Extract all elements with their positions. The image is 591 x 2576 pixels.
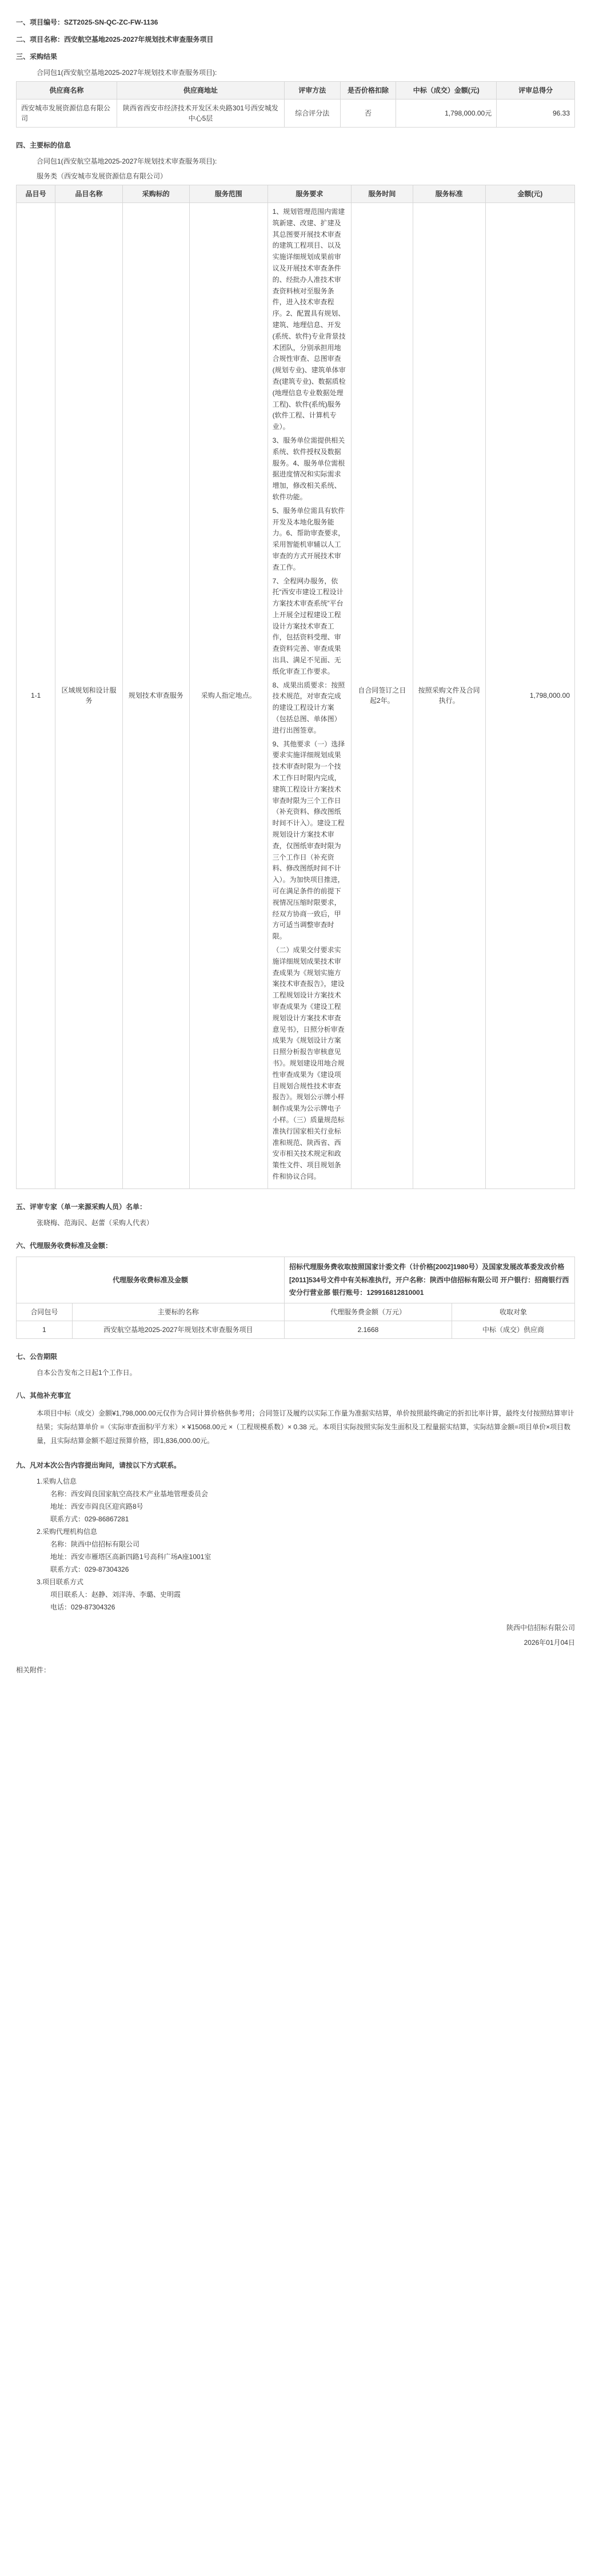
- requirement-paragraph: （二）成果交付要求实施详细规划成果技术审查成果为《规划实施方案技术审查报告》，建设工程规划设计方案技术审查成果为《建设工程规划设计方案技术审查意见书》，日照分析审查成果为《规划设计方案日照分析报告审核意见书》。规划建设用地合规性审查成果为《建设项目规划合规性技术审查报告》。规划公示牌小样制作成果为公示牌电子小样。（三）质量规范标准执行国家相关行业标准和规范、陕西省、西安市相关技术规定和政策性文件、项目规划条件和协议合同。: [272, 946, 345, 1180]
- col-service-time: 服务时间: [352, 185, 413, 203]
- col-supplier-name: 供应商名称: [17, 82, 117, 100]
- main-subject-table: [16, 185, 575, 1189]
- col-requirements: 服务要求: [267, 185, 352, 203]
- fee-subject-name: 西安航空基地2025-2027年规划技术审查服务项目: [72, 1321, 284, 1339]
- requirement-paragraph: 5、服务单位需具有软件开发及本地化服务能力。6、帮助审查要求，采用智能机审辅以人工审查的方式开展技术审查工作。: [272, 506, 345, 571]
- col-item-no: 品目号: [17, 185, 55, 203]
- notice-period-heading: 七、公告期限: [16, 1353, 58, 1361]
- fee-standard-label: 代理服务收费标准及金额: [17, 1257, 285, 1303]
- col-scope: 服务范围: [189, 185, 267, 203]
- col-package-no: 合同包号: [17, 1303, 73, 1321]
- col-review-method: 评审方法: [284, 82, 340, 100]
- col-price-deduction: 是否价格扣除: [340, 82, 396, 100]
- attachments-label: 相关附件：: [16, 1666, 51, 1675]
- service-scope: 采购人指定地点。: [189, 203, 267, 1189]
- agency-name: 名称：陕西中信招标有限公司: [50, 1540, 140, 1549]
- table-row: [17, 100, 575, 128]
- supplementary-heading: 八、其他补充事宜: [16, 1392, 71, 1400]
- fee-payer: 中标（成交）供应商: [452, 1321, 575, 1339]
- supplier-name: 西安城市发展资源信息有限公司: [17, 100, 117, 128]
- total-score: 96.33: [497, 100, 575, 128]
- col-item-name: 品目名称: [55, 185, 122, 203]
- table-header-row: [17, 1257, 575, 1303]
- col-fee-amount: 代理服务费金额（万元）: [284, 1303, 452, 1321]
- issue-date: 2026年01月04日: [524, 1639, 575, 1647]
- col-award-amount: 中标（成交）金额(元): [396, 82, 497, 100]
- requirement-paragraph: 7、全程网办服务，依托“西安市建设工程设计方案技术审查系统”平台上开展全过程建设工程设计方案技术审查工作，包括资料受理、审查资料完善、审查成果出具、满足不见面、无纸化审查工作要求。: [272, 577, 344, 675]
- item-no: 1-1: [17, 203, 55, 1189]
- project-contact-title: 3.项目联系方式: [37, 1578, 84, 1587]
- award-amount: 1,798,000.00元: [396, 100, 497, 128]
- purchaser-name: 名称：西安阎良国家航空高技术产业基地管理委员会: [50, 1490, 209, 1498]
- col-amount: 金额(元): [485, 185, 574, 203]
- requirement-paragraph: 9、其他要求（一）选择要求实施详细规划成果技术审查时限为一个技术工作日时限内完成，建筑工程设计方案技术审查时限为三个工作日（补充资料、修改图纸时间不计入）。建设工程规划设计方案技术审查，仅图纸审查时限为三个工作日（补充资料、修改图纸时间不计入）。为加快项目推进，可在满足条件的前提下视情况压缩时限要求，经双方协商一致后，甲方可适当调整审查时限。: [272, 740, 345, 941]
- subject-amount: 1,798,000.00: [485, 203, 574, 1189]
- fee-package-no: 1: [17, 1321, 73, 1339]
- requirement-paragraph: 1、规划管理范围内需建筑新建、改建、扩建及其总图要开展技术审查的建筑工程项目、以及实施详细规划成果前审议及开展技术审查条件的、经批办人准技术审查资料核对至服务条件，进入技术审查程序。2、配置具有规划、建筑、地理信息、开发(系统、软件)专业背景技术团队，分别承担用地合规性审查、总图审查(规划专业)、建筑单体审查(建筑专业)、数据质检(地理信息专业数据处理工程)、软件(系统)服务(软件工程、计算机专业）。: [272, 208, 346, 431]
- procurement-target: 规划技术审查服务: [122, 203, 189, 1189]
- project-number-label: 一、项目编号：: [16, 18, 65, 26]
- project-name-line: [16, 34, 575, 45]
- agency-phone: 联系方式：029-87304326: [50, 1565, 129, 1574]
- contact-heading: 九、凡对本次公告内容提出询问，请按以下方式联系。: [16, 1461, 181, 1470]
- contract-package-caption: 合同包1(西安航空基地2025-2027年规划技术审查服务项目):: [37, 69, 217, 77]
- table-header-row: [17, 185, 575, 203]
- purchaser-phone: 联系方式：029-86867281: [50, 1515, 129, 1524]
- project-number-value: SZT2025-SN-QC-ZC-FW-1136: [64, 18, 158, 26]
- purchaser-address: 地址：西安市阎良区迎宾路8号: [50, 1502, 143, 1511]
- col-total-score: 评审总得分: [497, 82, 575, 100]
- col-supplier-address: 供应商地址: [117, 82, 284, 100]
- item-name: 区域规划和设计服务: [55, 203, 122, 1189]
- subject-package-caption: 合同包1(西安航空基地2025-2027年规划技术审查服务项目):: [37, 157, 217, 165]
- purchaser-info-title: 1.采购人信息: [37, 1477, 77, 1486]
- agency-fee-table: [16, 1257, 575, 1339]
- table-header-row: [17, 82, 575, 100]
- table-row: [17, 1321, 575, 1339]
- experts-heading: 五、评审专家（单一来源采购人员）名单：: [16, 1202, 147, 1211]
- fee-standard-detail: 招标代理服务费收取按照国家计委文件（计价格[2002]1980号）及国家发展改革委发改价格[2011]534号文件中有关标准执行，开户名称：陕西中信招标有限公司 开户银行：招商银行西安分行营业部 银行账号：129916812810001: [284, 1257, 574, 1303]
- col-fee-payer: 收取对象: [452, 1303, 575, 1321]
- project-contacts: 项目联系人：赵静、刘洋涛、李璐、史明霞: [50, 1591, 181, 1599]
- col-target: 采购标的: [122, 185, 189, 203]
- service-time: 自合同签订之日起2年。: [352, 203, 413, 1189]
- project-name-label: 二、项目名称：: [16, 35, 65, 43]
- service-standard: 按照采购文件及合同执行。: [413, 203, 485, 1189]
- project-name-value: 西安航空基地2025-2027年规划技术审查服务项目: [64, 35, 214, 43]
- issuer-org: 陕西中信招标有限公司: [506, 1624, 575, 1632]
- price-deduction: 否: [340, 100, 396, 128]
- agency-info-title: 2.采购代理机构信息: [37, 1528, 98, 1536]
- notice-period-text: 自本公告发布之日起1个工作日。: [37, 1369, 137, 1377]
- requirement-paragraph: 8、成果出质要求：按照技术规范，对审查完成的建设工程设计方案（包括总图、单体图）进行出图签章。: [272, 681, 345, 734]
- requirement-paragraph: 3、服务单位需提供相关系统、软件授权及数据服务。4、服务单位需根据进度情况和实际需求增加，修改相关系统、软件功能。: [272, 436, 345, 501]
- procurement-result-heading: 三、采购结果: [16, 53, 58, 61]
- agency-address: 地址：西安市雁塔区高新四路1号高科广场A座1001室: [50, 1553, 211, 1561]
- table-row: [17, 203, 575, 1189]
- subject-service-caption: 服务类（西安城市发展资源信息有限公司）: [37, 172, 167, 180]
- agency-fee-heading: 六、代理服务收费标准及金额：: [16, 1241, 113, 1250]
- fee-amount: 2.1668: [284, 1321, 452, 1339]
- experts-list: 张晓梅、范海民、赵蕾（采购人代表）: [37, 1218, 154, 1227]
- service-requirements: [267, 203, 352, 1189]
- col-service-standard: 服务标准: [413, 185, 485, 203]
- supplier-address: 陕西省西安市经济技术开发区未央路301号西安城发中心5层: [117, 100, 284, 128]
- col-main-subject: 主要标的名称: [72, 1303, 284, 1321]
- procurement-result-table: [16, 81, 575, 128]
- main-subject-heading: 四、主要标的信息: [16, 141, 71, 149]
- project-phone: 电话：029-87304326: [50, 1603, 115, 1612]
- review-method: 综合评分法: [284, 100, 340, 128]
- supplementary-text: 本项目中标（成交）金额¥1,798,000.00元仅作为合同计算价格供参考用；合同签订及履约以实际工作量为准据实结算，单价按照最终确定的折扣比率计算，最终支付按照结算审计结果；实际结算单价 =（实际审查面积/平方米）× ¥15068.00元 ×（工程规模系数）× 0.38 元。本项目实际按照实际发生面积及工程量据实结算，实际结算金额=项目单价×项目数量，且实际结算金额不超过预算价格，即1,836,000.00元。: [37, 1409, 574, 1445]
- project-number-line: [16, 17, 575, 27]
- table-header-row: [17, 1303, 575, 1321]
